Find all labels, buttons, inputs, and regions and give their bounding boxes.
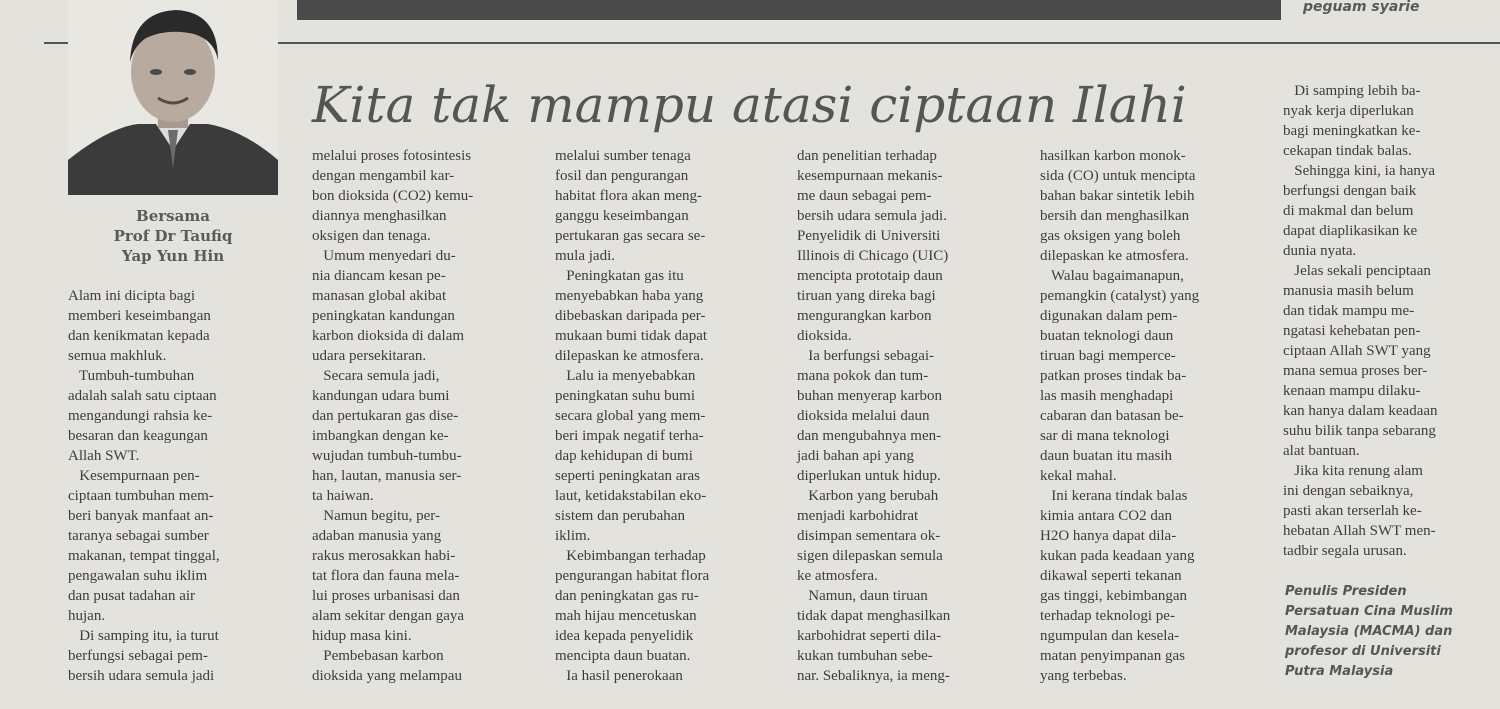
- article-column-6: Di samping lebih ba- nyak kerja diperlukan bagi meningkatkan ke- cekapan tindak balas. Sehingga kini, ia hanya berfungsi dengan baik di makmal dan belum dapat diaplikasikan ke dunia nyata. Jelas sekali penciptaan manusia masih belum dan tidak mampu me- ngatasi kehebatan pen- ciptaan Allah SWT yang mana semua proses ber- kenaan mampu dilaku- kan hanya dalam keadaan suhu bilik tanpa sebarang alat bantuan. Jika kita renung alam ini dengan sebaiknya, pasti akan terserlah ke- hebatan Allah SWT men- tadbir segala urusan.: [1283, 83, 1438, 559]
- byline-line-1: Bersama: [136, 207, 210, 225]
- article-column-1: Alam ini dicipta bagi memberi keseimbangan dan kenikmatan kepada semua makhluk. Tumbuh-tumbuhan adalah salah satu ciptaan mengandungi rahsia ke- besaran dan keagungan Allah SWT. Kesempurnaan pen- ciptaan tumbuhan mem- beri banyak manfaat an- taranya sebagai sumber makanan, tempat tinggal, pengawalan suhu iklim dan pusat tadahan air hujan. Di samping itu, ia turut berfungsi sebagai pem- bersih udara semula jadi: [68, 288, 220, 684]
- author-signature: Penulis Presiden Persatuan Cina Muslim Malaysia (MACMA) dan profesor di Universiti Putra Malaysia: [1285, 584, 1453, 679]
- article-column-4: dan penelitian terhadap kesempurnaan mekanis- me daun sebagai pem- bersih udara semula jadi. Penyelidik di Universiti Illinois di Chicago (UIC) mencipta prototaip daun tiruan yang direka bagi mengurangkan karbon dioksida. Ia berfungsi sebagai- mana pokok dan tum- buhan menyerap karbon dioksida melalui daun dan mengubahnya men- jadi bahan api yang diperlukan untuk hidup. Karbon yang berubah menjadi karbohidrat disimpan sementara ok- sigen dilepaskan semula ke atmosfera. Namun, daun tiruan tidak dapat menghasilkan karbohidrat seperti dila- kukan tumbuhan sebe- nar. Sebaliknya, ia meng-: [797, 148, 951, 684]
- author-photo: [68, 0, 278, 195]
- author-photo-image: [68, 0, 278, 195]
- section-label: peguam syarie: [1303, 0, 1420, 15]
- article-column-3: melalui sumber tenaga fosil dan pengurangan habitat flora akan meng- ganggu keseimbangan pertukaran gas secara se- mula jadi. Peningkatan gas itu menyebabkan haba yang dibebaskan daripada per- mukaan bumi tidak dapat dilepaskan ke atmosfera. Lalu ia menyebabkan peningkatan suhu bumi secara global yang mem- beri impak negatif terha- dap kehidupan di bumi seperti peningkatan aras laut, ketidakstabilan eko- sistem dan perubahan iklim. Kebimbangan terhadap pengurangan habitat flora dan peningkatan gas ru- mah hijau mencetuskan idea kepada penyelidik mencipta daun buatan. Ia hasil penerokaan: [555, 148, 710, 684]
- article-column-2: melalui proses fotosintesis dengan mengambil kar- bon dioksida (CO2) kemu- diannya menghasilkan oksigen dan tenaga. Umum menyedari du- nia diancam kesan pe- manasan global akibat peningkatan kandungan karbon dioksida di dalam udara persekitaran. Secara semula jadi, kandungan udara bumi dan pertukaran gas dise- imbangkan dengan ke- wujudan tumbuh-tumbu- han, lautan, manusia ser- ta haiwan. Namun begitu, per- adaban manusia yang rakus merosakkan habi- tat flora dan fauna mela- lui proses urbanisasi dan alam sekitar dengan gaya hidup masa kini. Pembebasan karbon dioksida yang melampau: [312, 148, 474, 684]
- byline-line-2: Prof Dr Taufiq: [113, 227, 233, 245]
- article-headline: Kita tak mampu atasi ciptaan Ilahi: [312, 76, 1187, 134]
- top-banner: [297, 0, 1281, 20]
- author-byline: [68, 206, 278, 266]
- byline-line-3: Yap Yun Hin: [121, 247, 225, 265]
- article-column-5: hasilkan karbon monok- sida (CO) untuk mencipta bahan bakar sintetik lebih bersih dan menghasilkan gas oksigen yang boleh dilepaskan ke atmosfera. Walau bagaimanapun, pemangkin (catalyst) yang digunakan dalam pem- buatan teknologi daun tiruan bagi memperce- patkan proses tindak ba- las masih menghadapi cabaran dan batasan be- sar di mana teknologi daun buatan itu masih kekal mahal. Ini kerana tindak balas kimia antara CO2 dan H2O hanya dapat dila- kukan pada keadaan yang dikawal seperti tekanan gas tinggi, kebimbangan terhadap teknologi pe- ngumpulan dan kesela- matan penyimpanan gas yang terbebas.: [1040, 148, 1200, 684]
